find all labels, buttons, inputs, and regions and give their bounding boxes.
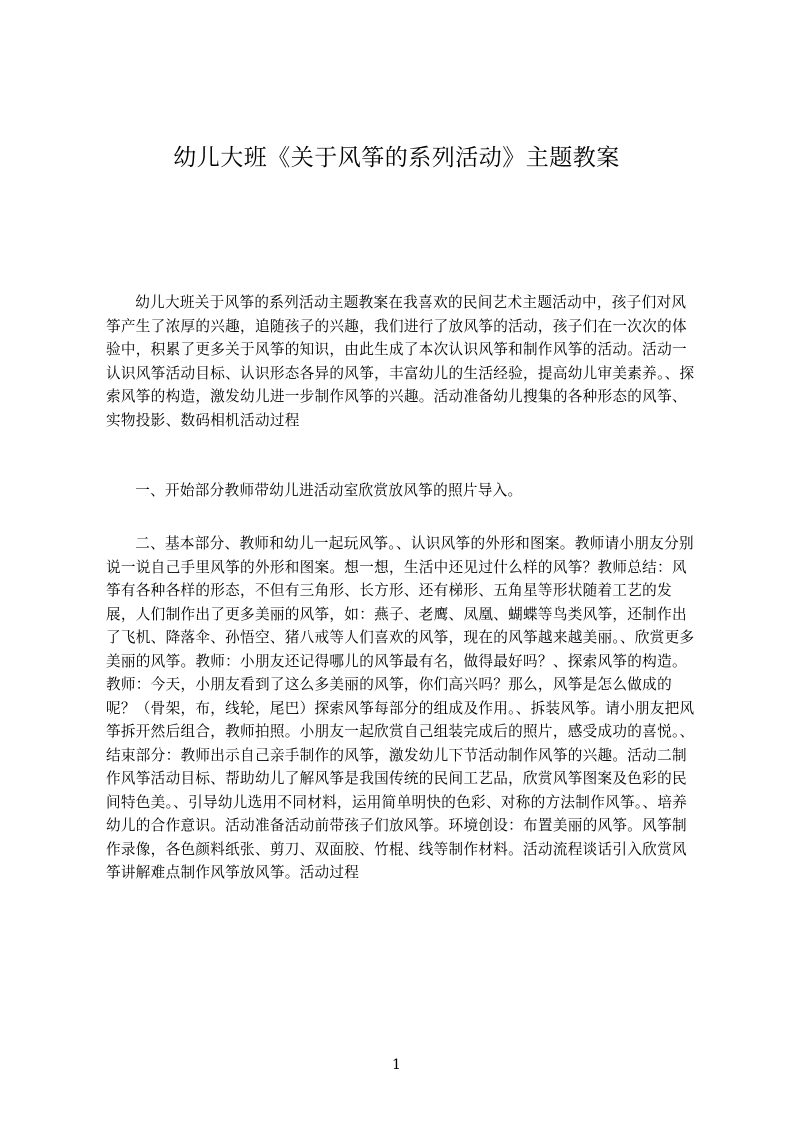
page-number: 1 <box>392 1057 401 1073</box>
section-one-paragraph: 一、开始部分教师带幼儿进活动室欣赏放风筝的照片导入。 <box>135 482 523 499</box>
intro-paragraph: 幼儿大班关于风筝的系列活动主题教案在我喜欢的民间艺术主题活动中，孩子们对风筝产生了浓厚的兴趣，追随孩子的兴趣，我们进行了放风筝的活动，孩子们在一次次的体验中，积累了更多关于风筝的知识，由此生成了本次认识风筝和制作风筝的活动。活动一认识风筝活动目标、认识形态各异的风筝，丰富幼儿的生活经验，提高幼儿审美素养。、探索风筝的构造，激发幼儿进一步制作风筝的兴趣。活动准备幼儿搜集的各种形态的风筝、实物投影、数码相机活动过程 <box>106 294 695 429</box>
section-two-paragraph: 二、基本部分、教师和幼儿一起玩风筝。、认识风筝的外形和图案。教师请小朋友分别说一说自己手里风筝的外形和图案。想一想，生活中还见过什么样的风筝？教师总结：风筝有各种各样的形态，不但有三角形、长方形、还有梯形、五角星等形状随着工艺的发展，人们制作出了更多美丽的风筝，如：燕子、老鹰、凤凰、蝴蝶等鸟类风筝，还制作出了飞机、降落伞、孙悟空、猪八戒等人们喜欢的风筝，现在的风筝越来越美丽。、欣赏更多美丽的风筝。教师：小朋友还记得哪儿的风筝最有名，做得最好吗？、探索风筝的构造。教师：今天，小朋友看到了这么多美丽的风筝，你们高兴吗？那么，风筝是怎么做成的呢？（骨架，布，线轮，尾巴）探索风筝每部分的组成及作用。、拆装风筝。请小朋友把风筝拆开然后组合，教师拍照。小朋友一起欣赏自己组装完成后的照片，感受成功的喜悦。、结束部分：教师出示自己亲手制作的风筝，激发幼儿下节活动制作风筝的兴趣。活动二制作风筝活动目标、帮助幼儿了解风筝是我国传统的民间工艺品，欣赏风筝图案及色彩的民间特色美。、引导幼儿选用不同材料，运用简单明快的色彩、对称的方法制作风筝。、培养幼儿的合作意识。活动准备活动前带孩子们放风筝。环境创设：布置美丽的风筝。风筝制作录像，各色颜料纸张、剪刀、双面胶、竹棍、线等制作材料。活动流程谈话引入欣赏风筝讲解难点制作风筝放风筝。活动过程 <box>106 535 695 881</box>
document-title: 幼儿大班《关于风筝的系列活动》主题教案 <box>173 145 620 171</box>
